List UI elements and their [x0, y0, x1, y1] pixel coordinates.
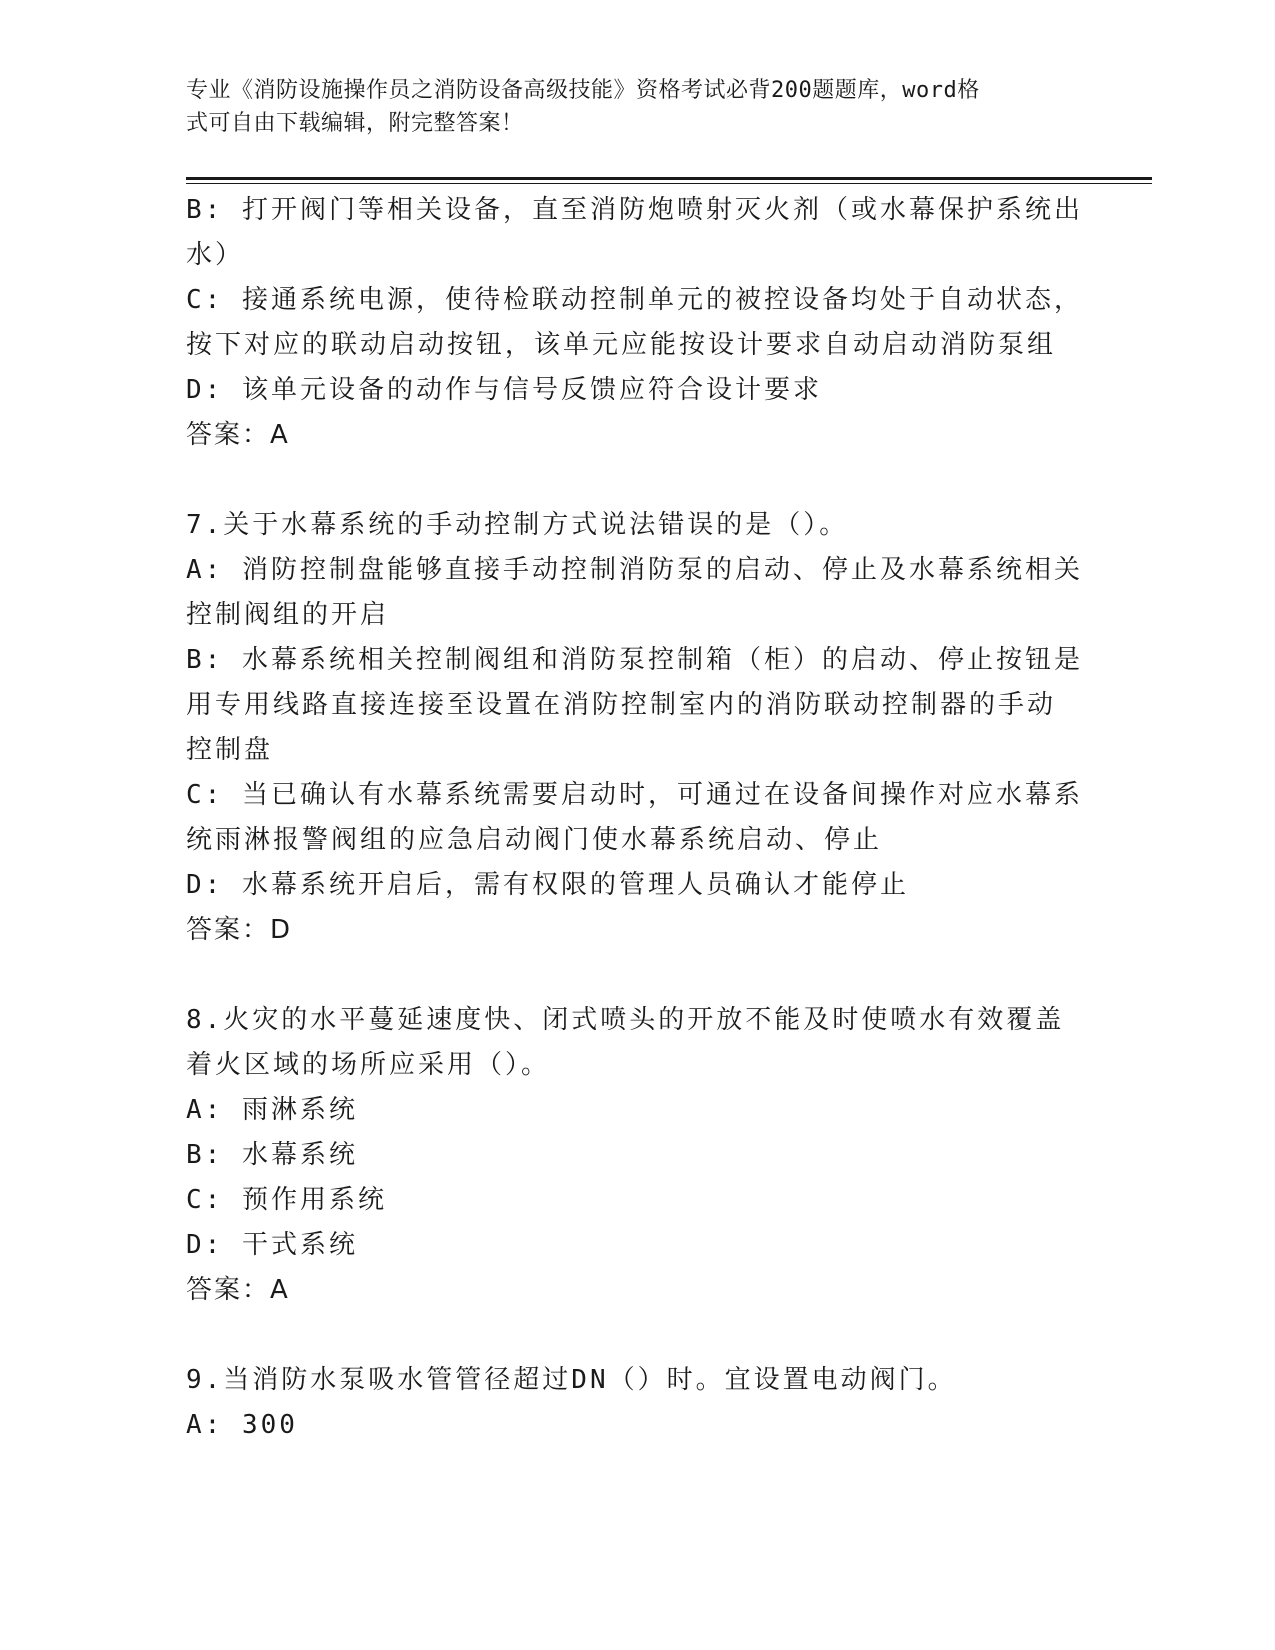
q7-option-a-line-1: A: 消防控制盘能够直接手动控制消防泵的启动、停止及水幕系统相关	[186, 555, 1083, 585]
q8-answer: 答案：A	[186, 1275, 290, 1305]
document-header	[186, 74, 1086, 140]
q7-option-b-line-2: 用专用线路直接连接至设置在消防控制室内的消防联动控制器的手动	[186, 690, 1057, 720]
q6-option-b-line-1: B: 打开阀门等相关设备，直至消防炮喷射灭火剂（或水幕保护系统出	[186, 195, 1083, 225]
spacer	[186, 458, 1086, 503]
spacer	[186, 953, 1086, 998]
q7-stem: 7.关于水幕系统的手动控制方式说法错误的是（）。	[186, 510, 849, 540]
q7-option-b-line-3: 控制盘	[186, 735, 274, 765]
q8-stem-line-2: 着火区域的场所应采用（）。	[186, 1050, 551, 1080]
header-divider-thick	[186, 177, 1152, 180]
question-8	[186, 998, 1086, 1313]
q7-option-c-line-1: C: 当已确认有水幕系统需要启动时，可通过在设备间操作对应水幕系	[186, 780, 1083, 810]
q8-option-c: C: 预作用系统	[186, 1185, 387, 1215]
q6-option-b-line-2: 水）	[186, 240, 245, 270]
q8-option-b: B: 水幕系统	[186, 1140, 358, 1170]
question-9	[186, 1358, 1086, 1448]
q9-stem: 9.当消防水泵吸水管管径超过DN（）时。宜设置电动阀门。	[186, 1365, 957, 1395]
spacer	[186, 1313, 1086, 1358]
q7-option-a-line-2: 控制阀组的开启	[186, 600, 390, 630]
header-line-1: 专业《消防设施操作员之消防设备高级技能》资格考试必背200题题库，word格	[186, 78, 980, 103]
q9-option-a: A: 300	[186, 1410, 298, 1440]
q7-answer: 答案：D	[186, 915, 293, 945]
q6-option-c-line-2: 按下对应的联动启动按钮，该单元应能按设计要求自动启动消防泵组	[186, 330, 1057, 360]
header-divider-thin	[186, 183, 1152, 184]
q7-option-b-line-1: B: 水幕系统相关控制阀组和消防泵控制箱（柜）的启动、停止按钮是	[186, 645, 1083, 675]
header-line-2: 式可自由下载编辑，附完整答案！	[186, 111, 524, 136]
q8-option-d: D: 干式系统	[186, 1230, 358, 1260]
question-6	[186, 188, 1086, 458]
q8-option-a: A: 雨淋系统	[186, 1095, 358, 1125]
q6-option-d-line-1: D: 该单元设备的动作与信号反馈应符合设计要求	[186, 375, 822, 405]
question-7	[186, 503, 1086, 953]
question-content	[186, 188, 1086, 1448]
q6-answer: 答案：A	[186, 420, 290, 450]
q6-option-c-line-1: C: 接通系统电源，使待检联动控制单元的被控设备均处于自动状态，	[186, 285, 1083, 315]
q8-stem-line-1: 8.火灾的水平蔓延速度快、闭式喷头的开放不能及时使喷水有效覆盖	[186, 1005, 1065, 1035]
q7-option-d-line-1: D: 水幕系统开启后，需有权限的管理人员确认才能停止	[186, 870, 909, 900]
q7-option-c-line-2: 统雨淋报警阀组的应急启动阀门使水幕系统启动、停止	[186, 825, 883, 855]
